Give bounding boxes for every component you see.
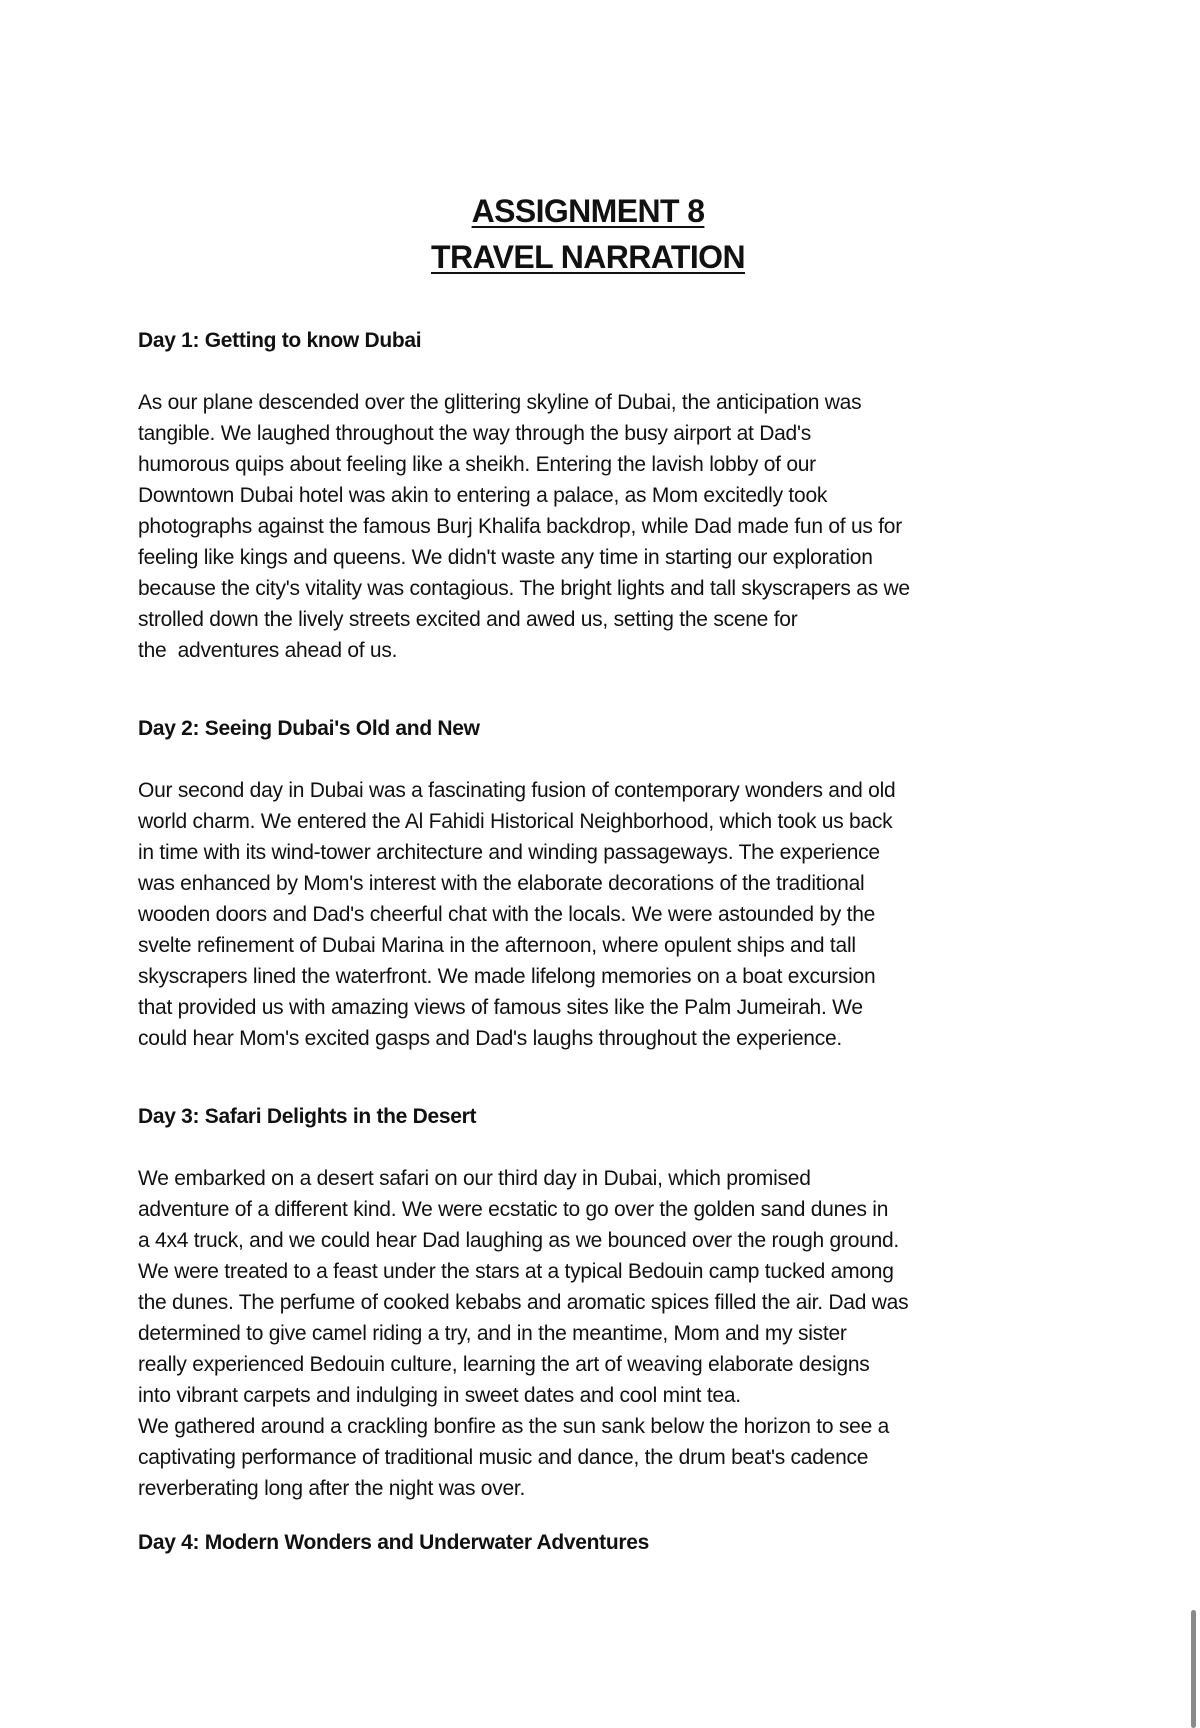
section-heading: Day 4: Modern Wonders and Underwater Adventures xyxy=(138,1531,650,1554)
text-line: adventure of a different kind. We were ecstatic to go over the golden sand dunes in xyxy=(138,1198,889,1221)
text-line: the dunes. The perfume of cooked kebabs and aromatic spices filled the air. Dad was xyxy=(138,1291,909,1314)
section-day-1 xyxy=(138,325,1038,666)
document-title xyxy=(138,188,1038,280)
text-line: photographs against the famous Burj Khalifa backdrop, while Dad made fun of us for xyxy=(138,515,902,538)
section-day-3 xyxy=(138,1101,1038,1504)
text-line: Downtown Dubai hotel was akin to entering a palace, as Mom excitedly took xyxy=(138,484,828,507)
text-line: We gathered around a crackling bonfire as the sun sank below the horizon to see a xyxy=(138,1415,890,1438)
text-line: in time with its wind-tower architecture and winding passageways. The experience xyxy=(138,841,880,864)
text-line: could hear Mom's excited gasps and Dad's laughs throughout the experience. xyxy=(138,1027,842,1050)
text-line: captivating performance of traditional music and dance, the drum beat's cadence xyxy=(138,1446,869,1469)
text-line: the adventures ahead of us. xyxy=(138,639,398,662)
text-line: As our plane descended over the glittering skyline of Dubai, the anticipation was xyxy=(138,391,862,414)
text-line: feeling like kings and queens. We didn't waste any time in starting our exploration xyxy=(138,546,873,569)
text-line: into vibrant carpets and indulging in sweet dates and cool mint tea. xyxy=(138,1384,741,1407)
section-heading: Day 2: Seeing Dubai's Old and New xyxy=(138,717,480,740)
text-line: tangible. We laughed throughout the way through the busy airport at Dad's xyxy=(138,422,811,445)
text-line: was enhanced by Mom's interest with the elaborate decorations of the traditional xyxy=(138,872,865,895)
text-line: because the city's vitality was contagious. The bright lights and tall skyscrapers as we xyxy=(138,577,910,600)
section-paragraph xyxy=(138,1163,1038,1504)
text-line: strolled down the lively streets excited and awed us, setting the scene for xyxy=(138,608,798,631)
text-line: We were treated to a feast under the stars at a typical Bedouin camp tucked among xyxy=(138,1260,894,1283)
text-line: wooden doors and Dad's cheerful chat with the locals. We were astounded by the xyxy=(138,903,876,926)
section-day-4 xyxy=(138,1527,1038,1558)
text-line: humorous quips about feeling like a sheikh. Entering the lavish lobby of our xyxy=(138,453,816,476)
text-line: skyscrapers lined the waterfront. We made lifelong memories on a boat excursion xyxy=(138,965,876,988)
text-line: world charm. We entered the Al Fahidi Historical Neighborhood, which took us back xyxy=(138,810,893,833)
text-line: We embarked on a desert safari on our third day in Dubai, which promised xyxy=(138,1167,811,1190)
scrollbar-thumb[interactable] xyxy=(1191,1610,1196,1728)
text-line: really experienced Bedouin culture, learning the art of weaving elaborate designs xyxy=(138,1353,870,1376)
text-line: that provided us with amazing views of famous sites like the Palm Jumeirah. We xyxy=(138,996,863,1019)
title-travel-narration: TRAVEL NARRATION xyxy=(431,239,745,275)
section-paragraph xyxy=(138,775,1038,1054)
section-day-2 xyxy=(138,713,1038,1054)
document-page xyxy=(138,188,1038,1558)
text-line: svelte refinement of Dubai Marina in the afternoon, where opulent ships and tall xyxy=(138,934,856,957)
text-line: Our second day in Dubai was a fascinating fusion of contemporary wonders and old xyxy=(138,779,896,802)
text-line: a 4x4 truck, and we could hear Dad laughing as we bounced over the rough ground. xyxy=(138,1229,900,1252)
section-paragraph xyxy=(138,387,1038,666)
text-line: determined to give camel riding a try, and in the meantime, Mom and my sister xyxy=(138,1322,847,1345)
text-line: reverberating long after the night was over. xyxy=(138,1477,526,1500)
title-assignment: ASSIGNMENT 8 xyxy=(471,193,705,229)
section-heading: Day 3: Safari Delights in the Desert xyxy=(138,1105,477,1128)
section-heading: Day 1: Getting to know Dubai xyxy=(138,329,422,352)
